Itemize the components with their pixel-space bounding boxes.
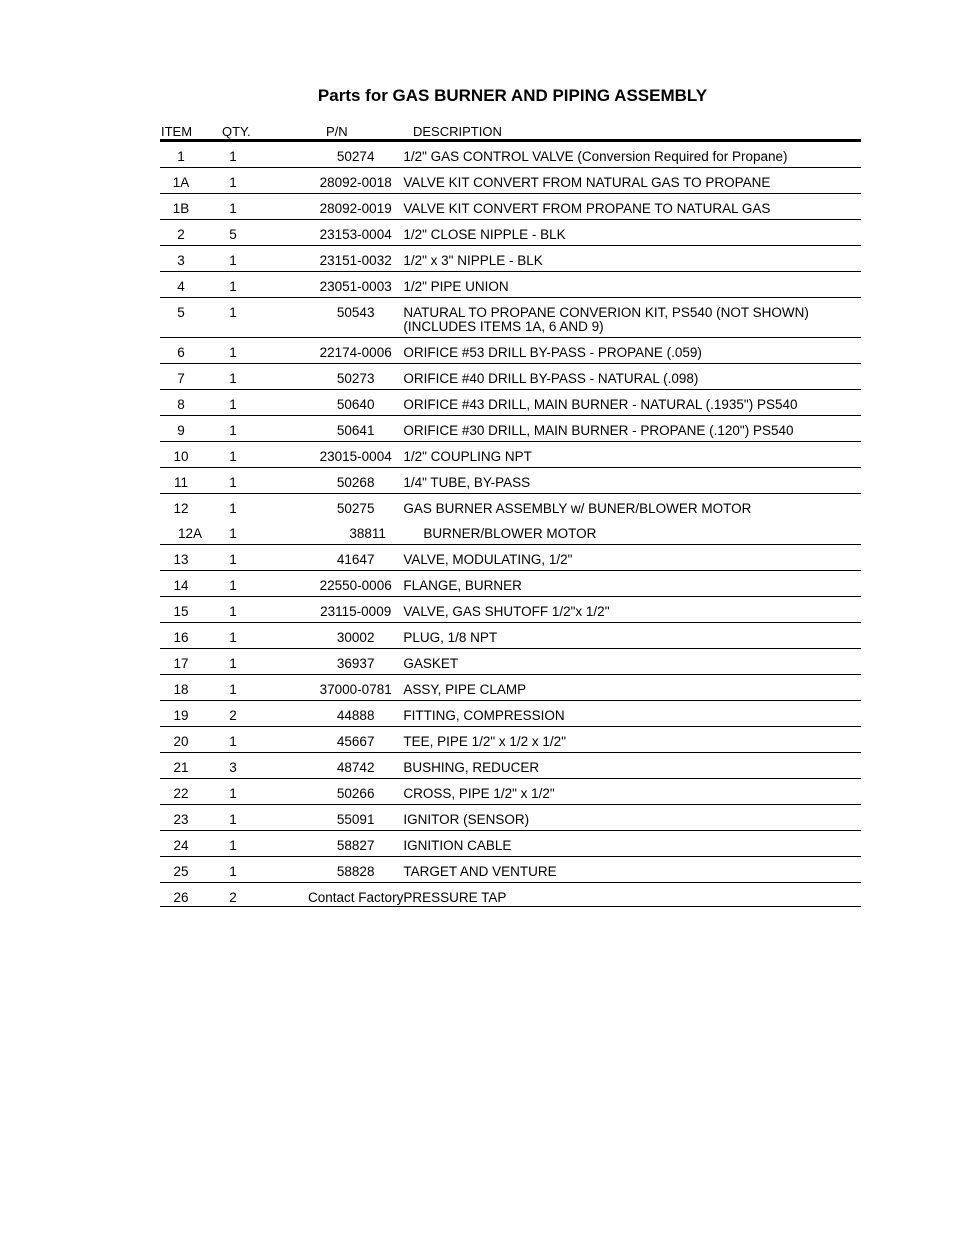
qty-cell bbox=[202, 727, 308, 753]
table-header bbox=[160, 124, 861, 140]
qty-cell bbox=[202, 753, 308, 779]
table-row bbox=[160, 246, 861, 272]
item-cell-text: 18 bbox=[173, 682, 189, 697]
qty-cell-text: 2 bbox=[229, 890, 237, 905]
item-cell bbox=[160, 597, 202, 623]
description-cell-text: PRESSURE TAP bbox=[403, 890, 507, 905]
description-cell bbox=[403, 468, 861, 494]
pn-cell bbox=[308, 416, 403, 442]
item-cell-text: 15 bbox=[173, 604, 189, 619]
qty-cell-text: 1 bbox=[229, 682, 237, 697]
qty-cell-text: 5 bbox=[229, 227, 237, 242]
qty-cell-text: 1 bbox=[229, 864, 237, 879]
qty-cell-text: 1 bbox=[229, 371, 237, 386]
description-cell-text: VALVE, GAS SHUTOFF 1/2"x 1/2" bbox=[403, 604, 610, 619]
description-cell bbox=[403, 194, 861, 220]
qty-cell-text: 1 bbox=[229, 201, 237, 216]
pn-cell bbox=[308, 883, 403, 907]
pn-cell-text: 50640 bbox=[336, 397, 375, 412]
qty-cell-text: 1 bbox=[229, 578, 237, 593]
pn-cell-text: 50641 bbox=[336, 423, 375, 438]
description-cell bbox=[403, 364, 861, 390]
pn-cell bbox=[308, 753, 403, 779]
pn-cell bbox=[308, 142, 403, 168]
item-cell-text: 24 bbox=[173, 838, 189, 853]
item-cell bbox=[160, 649, 202, 675]
item-cell bbox=[160, 298, 202, 338]
pn-cell-text: 22174-0006 bbox=[319, 345, 392, 360]
item-cell-text: 3 bbox=[177, 253, 185, 268]
description-cell bbox=[403, 142, 861, 168]
pn-cell-text: 45667 bbox=[336, 734, 375, 749]
description-cell-text: FLANGE, BURNER bbox=[403, 578, 522, 593]
qty-cell-text: 1 bbox=[229, 526, 237, 541]
table-row bbox=[160, 364, 861, 390]
pn-cell-text: 44888 bbox=[336, 708, 375, 723]
qty-cell bbox=[202, 519, 308, 545]
description-cell-text: 1/2" CLOSE NIPPLE - BLK bbox=[403, 227, 566, 242]
qty-cell bbox=[202, 494, 308, 520]
qty-cell bbox=[202, 649, 308, 675]
item-cell bbox=[160, 779, 202, 805]
item-cell-text: 14 bbox=[173, 578, 189, 593]
description-cell-text: GASKET bbox=[403, 656, 459, 671]
description-cell bbox=[403, 649, 861, 675]
qty-cell-text: 1 bbox=[229, 423, 237, 438]
pn-cell-text: 48742 bbox=[336, 760, 375, 775]
description-cell-text: PLUG, 1/8 NPT bbox=[403, 630, 498, 645]
description-cell bbox=[403, 272, 861, 298]
pn-cell-text: 50268 bbox=[336, 475, 375, 490]
description-cell-text: FITTING, COMPRESSION bbox=[403, 708, 565, 723]
description-cell-text: BURNER/BLOWER MOTOR bbox=[423, 526, 597, 541]
description-cell-text: VALVE, MODULATING, 1/2" bbox=[403, 552, 573, 567]
qty-cell-text: 1 bbox=[229, 786, 237, 801]
pn-cell bbox=[308, 545, 403, 571]
item-cell bbox=[160, 390, 202, 416]
pn-cell-text: 23153-0004 bbox=[319, 227, 392, 242]
item-cell bbox=[160, 194, 202, 220]
item-cell bbox=[160, 142, 202, 168]
item-cell bbox=[160, 442, 202, 468]
description-cell bbox=[403, 390, 861, 416]
description-cell bbox=[403, 416, 861, 442]
qty-cell bbox=[202, 194, 308, 220]
description-cell-text: 1/4" TUBE, BY-PASS bbox=[403, 475, 531, 490]
item-cell bbox=[160, 246, 202, 272]
item-cell bbox=[160, 883, 202, 907]
description-cell-text: GAS BURNER ASSEMBLY w/ BUNER/BLOWER MOTOR bbox=[403, 501, 752, 516]
description-cell-text: ASSY, PIPE CLAMP bbox=[403, 682, 527, 697]
qty-cell bbox=[202, 623, 308, 649]
table-row bbox=[160, 623, 861, 649]
table-row bbox=[160, 883, 861, 907]
pn-cell bbox=[308, 220, 403, 246]
item-cell bbox=[160, 545, 202, 571]
qty-cell bbox=[202, 298, 308, 338]
description-cell bbox=[403, 623, 861, 649]
item-cell bbox=[160, 675, 202, 701]
pn-cell-text: 28092-0019 bbox=[319, 201, 392, 216]
qty-cell bbox=[202, 168, 308, 194]
pn-cell bbox=[308, 571, 403, 597]
qty-cell bbox=[202, 220, 308, 246]
qty-cell bbox=[202, 701, 308, 727]
qty-cell bbox=[202, 857, 308, 883]
table-row bbox=[160, 857, 861, 883]
pn-cell bbox=[308, 623, 403, 649]
description-cell-text: ORIFICE #30 DRILL, MAIN BURNER - PROPANE (.120") PS540 bbox=[403, 423, 794, 438]
pn-cell bbox=[308, 727, 403, 753]
qty-cell bbox=[202, 571, 308, 597]
description-cell bbox=[403, 597, 861, 623]
pn-cell-text: 23151-0032 bbox=[319, 253, 392, 268]
qty-cell-text: 1 bbox=[229, 345, 237, 360]
pn-cell-text: 23051-0003 bbox=[319, 279, 392, 294]
parts-table-body bbox=[160, 142, 861, 907]
pn-cell-text: 50273 bbox=[336, 371, 375, 386]
item-cell-text: 11 bbox=[174, 475, 189, 490]
page-title: Parts for GAS BURNER AND PIPING ASSEMBLY bbox=[317, 86, 708, 105]
pn-cell-text: Contact Factory bbox=[308, 890, 404, 905]
pn-cell-text: 58828 bbox=[336, 864, 375, 879]
pn-cell bbox=[308, 272, 403, 298]
description-cell-text: VALVE KIT CONVERT FROM NATURAL GAS TO PROPANE bbox=[403, 175, 771, 190]
pn-cell bbox=[308, 519, 403, 545]
item-cell-text: 5 bbox=[177, 305, 185, 320]
pn-cell-text: 28092-0018 bbox=[319, 175, 392, 190]
pn-cell bbox=[308, 442, 403, 468]
description-cell bbox=[403, 545, 861, 571]
pn-cell-text: 38811 bbox=[349, 526, 386, 541]
pn-cell-text: 36937 bbox=[336, 656, 375, 671]
column-header-qty: QTY. bbox=[222, 124, 251, 139]
item-cell bbox=[160, 364, 202, 390]
table-row bbox=[160, 675, 861, 701]
description-cell-text: 1/2" x 3" NIPPLE - BLK bbox=[403, 253, 543, 268]
parts-table bbox=[160, 142, 861, 907]
table-row bbox=[160, 779, 861, 805]
qty-cell-text: 1 bbox=[229, 397, 237, 412]
table-row bbox=[160, 338, 861, 364]
description-cell bbox=[403, 298, 861, 338]
table-row bbox=[160, 416, 861, 442]
description-cell-text: ORIFICE #40 DRILL BY-PASS - NATURAL (.098) bbox=[403, 371, 699, 386]
pn-cell bbox=[308, 675, 403, 701]
description-cell bbox=[403, 727, 861, 753]
item-cell-text: 12 bbox=[173, 501, 189, 516]
pn-cell-text: 23115-0009 bbox=[320, 604, 392, 619]
item-cell-text: 19 bbox=[173, 708, 189, 723]
item-cell-text: 25 bbox=[173, 864, 189, 879]
item-cell-text: 12A bbox=[178, 526, 203, 541]
item-cell-text: 1B bbox=[172, 201, 190, 216]
qty-cell bbox=[202, 338, 308, 364]
item-cell bbox=[160, 168, 202, 194]
qty-cell bbox=[202, 272, 308, 298]
item-cell-text: 21 bbox=[173, 760, 189, 775]
item-cell-text: 8 bbox=[177, 397, 185, 412]
pn-cell-text: 30002 bbox=[336, 630, 375, 645]
item-cell-text: 17 bbox=[173, 656, 189, 671]
pn-cell bbox=[308, 468, 403, 494]
item-cell-text: 6 bbox=[177, 345, 185, 360]
description-cell-text: ORIFICE #53 DRILL BY-PASS - PROPANE (.059) bbox=[403, 345, 702, 360]
table-row bbox=[160, 545, 861, 571]
qty-cell-text: 1 bbox=[229, 812, 237, 827]
table-row bbox=[160, 494, 861, 520]
table-row bbox=[160, 272, 861, 298]
pn-cell bbox=[308, 701, 403, 727]
item-cell-text: 1 bbox=[177, 149, 185, 164]
table-row bbox=[160, 142, 861, 168]
description-cell bbox=[403, 701, 861, 727]
item-cell-text: 23 bbox=[173, 812, 189, 827]
qty-cell bbox=[202, 364, 308, 390]
pn-cell bbox=[308, 831, 403, 857]
pn-cell bbox=[308, 857, 403, 883]
pn-cell-text: 37000-0781 bbox=[319, 682, 392, 697]
qty-cell bbox=[202, 246, 308, 272]
item-cell-text: 9 bbox=[177, 423, 185, 438]
pn-cell bbox=[308, 597, 403, 623]
item-cell-text: 10 bbox=[173, 449, 189, 464]
qty-cell-text: 1 bbox=[229, 656, 237, 671]
item-cell-text: 1A bbox=[172, 175, 190, 190]
qty-cell bbox=[202, 442, 308, 468]
description-cell-text: 1/2" COUPLING NPT bbox=[403, 449, 532, 464]
item-cell bbox=[160, 571, 202, 597]
item-cell bbox=[160, 831, 202, 857]
item-cell-text: 13 bbox=[173, 552, 189, 567]
table-row bbox=[160, 753, 861, 779]
qty-cell-text: 1 bbox=[229, 501, 237, 516]
description-cell bbox=[403, 883, 861, 907]
pn-cell-text: 22550-0006 bbox=[319, 578, 392, 593]
qty-cell-text: 1 bbox=[229, 734, 237, 749]
qty-cell-text: 1 bbox=[229, 838, 237, 853]
item-cell bbox=[160, 220, 202, 246]
table-row bbox=[160, 701, 861, 727]
table-row bbox=[160, 468, 861, 494]
description-cell bbox=[403, 246, 861, 272]
table-row bbox=[160, 442, 861, 468]
pn-cell-text: 50266 bbox=[336, 786, 375, 801]
qty-cell-text: 1 bbox=[229, 305, 237, 320]
description-cell-text: ORIFICE #43 DRILL, MAIN BURNER - NATURAL (.1935") PS540 bbox=[403, 397, 798, 412]
item-cell bbox=[160, 753, 202, 779]
item-cell-text: 26 bbox=[173, 890, 189, 905]
pn-cell bbox=[308, 649, 403, 675]
table-row bbox=[160, 168, 861, 194]
pn-cell-text: 50274 bbox=[336, 149, 375, 164]
qty-cell bbox=[202, 545, 308, 571]
pn-cell bbox=[308, 194, 403, 220]
table-row bbox=[160, 597, 861, 623]
qty-cell-text: 1 bbox=[229, 475, 237, 490]
column-header-pn: P/N bbox=[326, 124, 348, 139]
qty-cell bbox=[202, 142, 308, 168]
description-cell bbox=[403, 338, 861, 364]
description-cell bbox=[403, 857, 861, 883]
description-cell bbox=[403, 831, 861, 857]
qty-cell-text: 3 bbox=[229, 760, 237, 775]
description-cell bbox=[403, 494, 861, 520]
column-header-description: DESCRIPTION bbox=[413, 124, 502, 139]
description-cell-text: TARGET AND VENTURE bbox=[403, 864, 557, 879]
table-row bbox=[160, 298, 861, 338]
pn-cell bbox=[308, 168, 403, 194]
description-cell-text: TEE, PIPE 1/2" x 1/2 x 1/2" bbox=[403, 734, 566, 749]
description-cell-text: IGNITOR (SENSOR) bbox=[403, 812, 530, 827]
pn-cell bbox=[308, 779, 403, 805]
description-cell-text: BUSHING, REDUCER bbox=[403, 760, 540, 775]
qty-cell bbox=[202, 390, 308, 416]
item-cell-text: 22 bbox=[173, 786, 189, 801]
item-cell bbox=[160, 623, 202, 649]
pn-cell-text: 23015-0004 bbox=[319, 449, 392, 464]
item-cell-text: 4 bbox=[177, 279, 185, 294]
pn-cell-text: 50543 bbox=[336, 305, 375, 320]
qty-cell bbox=[202, 675, 308, 701]
description-cell-text: VALVE KIT CONVERT FROM PROPANE TO NATURAL GAS bbox=[403, 201, 771, 216]
pn-cell-text: 41647 bbox=[336, 552, 375, 567]
pn-cell-text: 50275 bbox=[336, 501, 375, 516]
pn-cell bbox=[308, 298, 403, 338]
description-cell-text: CROSS, PIPE 1/2" x 1/2" bbox=[403, 786, 555, 801]
item-cell bbox=[160, 494, 202, 520]
description-cell bbox=[403, 571, 861, 597]
description-cell bbox=[403, 220, 861, 246]
qty-cell bbox=[202, 779, 308, 805]
pn-cell-text: 58827 bbox=[336, 838, 375, 853]
description-cell-text: 1/2" GAS CONTROL VALVE (Conversion Required for Propane) bbox=[403, 149, 788, 164]
item-cell bbox=[160, 519, 202, 545]
description-cell bbox=[403, 779, 861, 805]
table-row bbox=[160, 727, 861, 753]
item-cell-text: 16 bbox=[173, 630, 189, 645]
qty-cell bbox=[202, 597, 308, 623]
column-header-item: ITEM bbox=[161, 124, 193, 139]
item-cell-text: 20 bbox=[173, 734, 189, 749]
pn-cell bbox=[308, 246, 403, 272]
qty-cell bbox=[202, 416, 308, 442]
qty-cell bbox=[202, 805, 308, 831]
item-cell-text: 2 bbox=[177, 227, 185, 242]
table-row bbox=[160, 220, 861, 246]
table-row bbox=[160, 571, 861, 597]
qty-cell bbox=[202, 831, 308, 857]
item-cell bbox=[160, 338, 202, 364]
item-cell bbox=[160, 727, 202, 753]
item-cell bbox=[160, 272, 202, 298]
table-row bbox=[160, 519, 861, 545]
qty-cell-text: 1 bbox=[229, 449, 237, 464]
pn-cell bbox=[308, 805, 403, 831]
description-cell-text: NATURAL TO PROPANE CONVERION KIT, PS540 (NOT SHOWN) (INCLUDES ITEMS 1A, 6 AND 9) bbox=[403, 305, 809, 334]
description-cell bbox=[403, 753, 861, 779]
qty-cell-text: 1 bbox=[229, 149, 237, 164]
pn-cell bbox=[308, 390, 403, 416]
qty-cell-text: 1 bbox=[229, 279, 237, 294]
description-cell-text: 1/2" PIPE UNION bbox=[403, 279, 509, 294]
pn-cell bbox=[308, 494, 403, 520]
qty-cell-text: 1 bbox=[229, 630, 237, 645]
description-cell bbox=[403, 805, 861, 831]
item-cell bbox=[160, 805, 202, 831]
qty-cell-text: 1 bbox=[229, 253, 237, 268]
table-row bbox=[160, 831, 861, 857]
pn-cell bbox=[308, 338, 403, 364]
item-cell bbox=[160, 416, 202, 442]
table-row bbox=[160, 390, 861, 416]
item-cell bbox=[160, 857, 202, 883]
qty-cell-text: 1 bbox=[229, 552, 237, 567]
table-row bbox=[160, 194, 861, 220]
description-cell bbox=[403, 168, 861, 194]
item-cell bbox=[160, 468, 202, 494]
table-row bbox=[160, 649, 861, 675]
qty-cell bbox=[202, 883, 308, 907]
qty-cell bbox=[202, 468, 308, 494]
description-cell bbox=[403, 519, 861, 545]
item-cell-text: 7 bbox=[177, 371, 185, 386]
description-cell-text: IGNITION CABLE bbox=[403, 838, 512, 853]
pn-cell-text: 55091 bbox=[336, 812, 375, 827]
pn-cell bbox=[308, 364, 403, 390]
item-cell bbox=[160, 701, 202, 727]
qty-cell-text: 2 bbox=[229, 708, 237, 723]
description-cell bbox=[403, 675, 861, 701]
table-row bbox=[160, 805, 861, 831]
description-cell bbox=[403, 442, 861, 468]
qty-cell-text: 1 bbox=[229, 175, 237, 190]
qty-cell-text: 1 bbox=[229, 604, 237, 619]
